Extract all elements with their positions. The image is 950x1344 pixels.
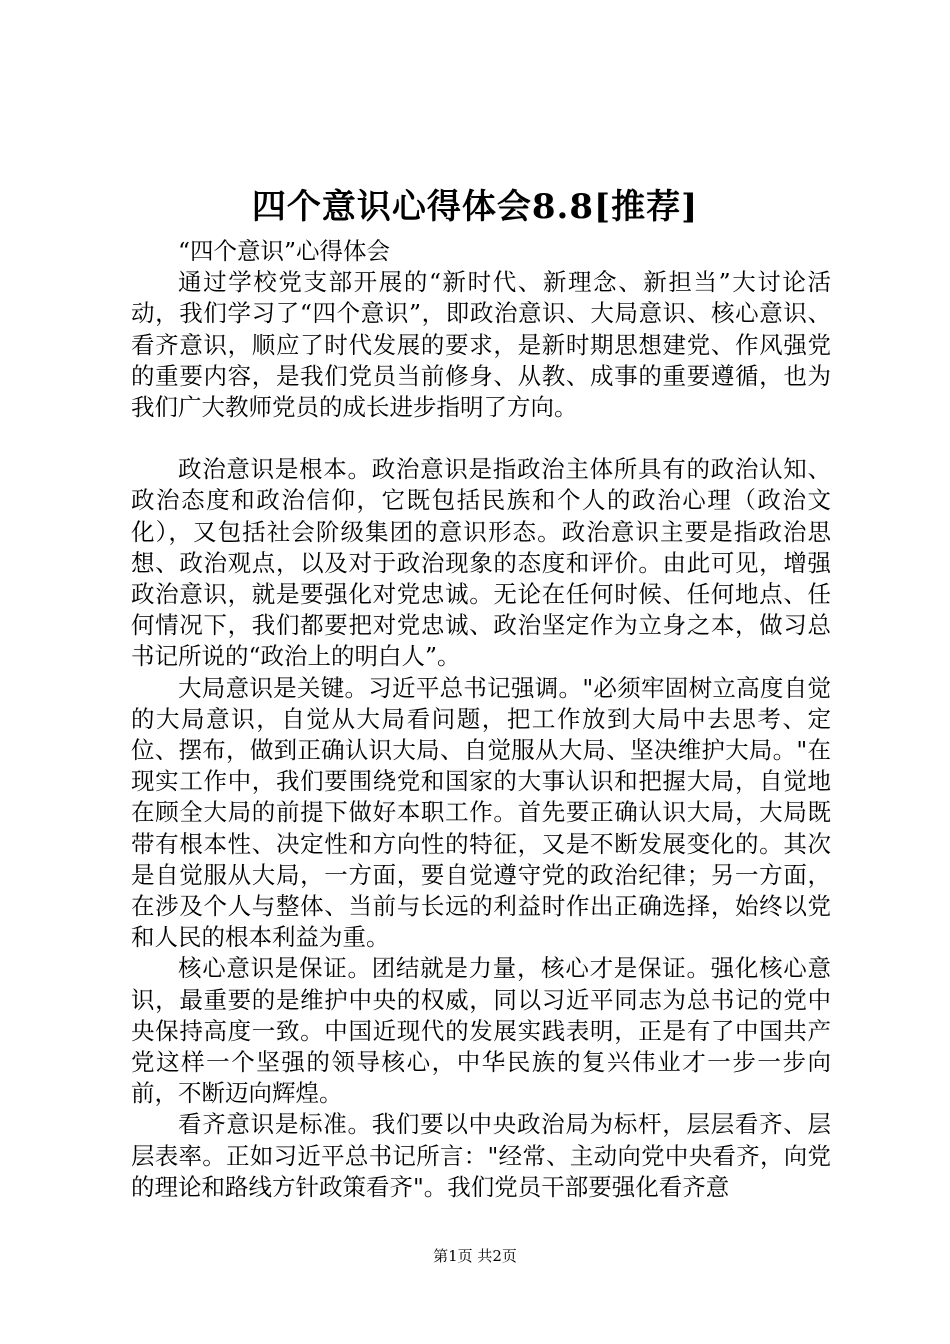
overall-awareness-paragraph: 大局意识是关键。习近平总书记强调。"必须牢固树立高度自觉的大局意识，自觉从大局看问题，把工作放到大局中去思考、定位、摆布，做到正确认识大局、自觉服从大局、坚决维护大局。"在现实工作中，我们要围绕党和国家的大事认识和把握大局，自觉地在顾全大局的前提下做好本职工作。首先要正确认识大局，大局既带有根本性、决定性和方向性的特征，又是不断发展变化的。其次是自觉服从大局，一方面，要自觉遵守党的政治纪律；另一方面，在涉及个人与整体、当前与长远的利益时作出正确选择，始终以党和人民的根本利益为重。 bbox=[131, 673, 831, 952]
core-awareness-paragraph: 核心意识是保证。团结就是力量，核心才是保证。强化核心意识，最重要的是维护中央的权威，同以习近平同志为总书记的党中央保持高度一致。中国近现代的发展实践表明，正是有了中国共产党这样一个坚强的领导核心，中华民族的复兴伟业才一步一步向前，不断迈向辉煌。 bbox=[131, 954, 831, 1108]
alignment-awareness-paragraph: 看齐意识是标准。我们要以中央政治局为标杆，层层看齐、层层表率。正如习近平总书记所言："经常、主动向党中央看齐，向党的理论和路线方针政策看齐"。我们党员干部要强化看齐意 bbox=[131, 1110, 831, 1201]
document-body bbox=[131, 236, 831, 1203]
subtitle-paragraph: “四个意识”心得体会 bbox=[178, 237, 391, 265]
intro-paragraph: 通过学校党支部开展的“新时代、新理念、新担当”大讨论活动，我们学习了“四个意识”，即政治意识、大局意识、核心意识、看齐意识，顺应了时代发展的要求，是新时期思想建党、作风强党的重要内容，是我们党员当前修身、从教、成事的重要遵循，也为我们广大教师党员的成长进步指明了方向。 bbox=[131, 268, 831, 422]
page-footer: 第1页 共2页 bbox=[433, 1247, 517, 1265]
document-title: 四个意识心得体会8.8[推荐] bbox=[251, 187, 699, 227]
political-awareness-paragraph: 政治意识是根本。政治意识是指政治主体所具有的政治认知、政治态度和政治信仰，它既包括民族和个人的政治心理（政治文化），又包括社会阶级集团的意识形态。政治意识主要是指政治思想、政治观点，以及对于政治现象的态度和评价。由此可见，增强政治意识，就是要强化对党忠诚。无论在任何时候、任何地点、任何情况下，我们都要把对党忠诚、政治坚定作为立身之本，做习总书记所说的“政治上的明白人”。 bbox=[131, 455, 831, 671]
paragraph-spacer bbox=[131, 423, 831, 454]
